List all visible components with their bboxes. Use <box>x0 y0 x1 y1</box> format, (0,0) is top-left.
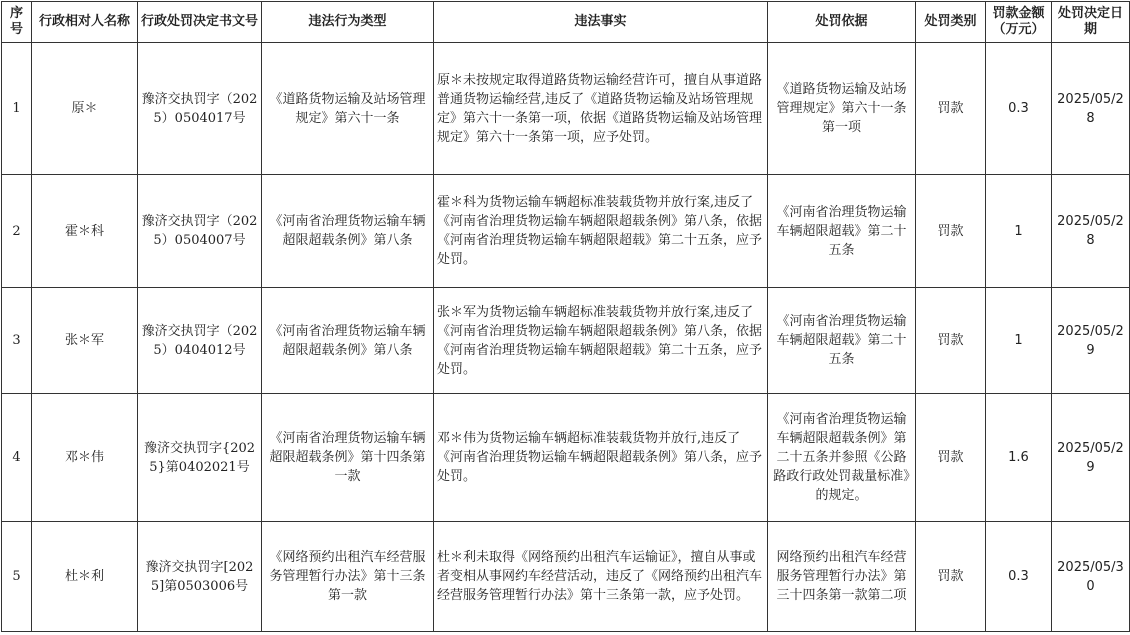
cell-seq: 5 <box>2 522 32 632</box>
cell-facts: 霍＊科为货物运输车辆超标准装载货物并放行案,违反了《河南省治理货物运输车辆超限超载条例》第八条，依据《河南省治理货物运输车辆超限超载》第二十五条，应予处罚。 <box>434 175 768 288</box>
cell-date: 2025/05/29 <box>1052 288 1130 394</box>
cell-seq: 2 <box>2 175 32 288</box>
cell-date: 2025/05/28 <box>1052 43 1130 175</box>
header-violation-type: 违法行为类型 <box>262 2 434 43</box>
table-row <box>2 43 1130 175</box>
cell-violation-type: 《道路货物运输及站场管理规定》第六十一条 <box>262 43 434 175</box>
cell-violation-type: 《网络预约出租汽车经营服务管理暂行办法》第十三条第一款 <box>262 522 434 632</box>
cell-facts: 张＊军为货物运输车辆超标准装载货物并放行案,违反了《河南省治理货物运输车辆超限超载条例》第八条，依据《河南省治理货物运输车辆超限超载》第二十五条，应予处罚。 <box>434 288 768 394</box>
cell-party: 张＊军 <box>32 288 138 394</box>
header-facts: 违法事实 <box>434 2 768 43</box>
cell-party: 霍＊科 <box>32 175 138 288</box>
header-category: 处罚类别 <box>916 2 986 43</box>
cell-facts: 原＊未按规定取得道路货物运输经营许可，擅自从事道路普通货物运输经营,违反了《道路货物运输及站场管理规定》第六十一条第一项，依据《道路货物运输及站场管理规定》第六十一条第一项，应予处罚。 <box>434 43 768 175</box>
cell-category: 罚款 <box>916 394 986 522</box>
table-row <box>2 522 1130 632</box>
cell-amount: 1.6 <box>986 394 1052 522</box>
cell-doc-no: 豫济交执罚字（2025）0404012号 <box>138 288 262 394</box>
header-seq: 序号 <box>2 2 32 43</box>
penalty-table <box>1 1 1130 632</box>
cell-party: 杜＊利 <box>32 522 138 632</box>
header-date: 处罚决定日期 <box>1052 2 1130 43</box>
cell-doc-no: 豫济交执罚字（2025）0504017号 <box>138 43 262 175</box>
table-row <box>2 394 1130 522</box>
cell-seq: 1 <box>2 43 32 175</box>
header-basis: 处罚依据 <box>768 2 916 43</box>
cell-category: 罚款 <box>916 522 986 632</box>
cell-basis: 《河南省治理货物运输车辆超限超载条例》第二十五条并参照《公路路政行政处罚裁量标准》的规定。 <box>768 394 916 522</box>
cell-category: 罚款 <box>916 288 986 394</box>
cell-doc-no: 豫济交执罚字[2025]第0503006号 <box>138 522 262 632</box>
cell-amount: 1 <box>986 288 1052 394</box>
header-amount: 罚款金额（万元） <box>986 2 1052 43</box>
cell-party: 原＊ <box>32 43 138 175</box>
cell-basis: 《道路货物运输及站场管理规定》第六十一条第一项 <box>768 43 916 175</box>
cell-seq: 4 <box>2 394 32 522</box>
cell-category: 罚款 <box>916 175 986 288</box>
cell-date: 2025/05/30 <box>1052 522 1130 632</box>
cell-category: 罚款 <box>916 43 986 175</box>
cell-doc-no: 豫济交执罚字{2025}第0402021号 <box>138 394 262 522</box>
cell-violation-type: 《河南省治理货物运输车辆超限超载条例》第十四条第一款 <box>262 394 434 522</box>
cell-facts: 邓＊伟为货物运输车辆超标准装载货物并放行,违反了《河南省治理货物运输车辆超限超载条例》第八条，应予处罚。 <box>434 394 768 522</box>
header-party: 行政相对人名称 <box>32 2 138 43</box>
cell-doc-no: 豫济交执罚字（2025）0504007号 <box>138 175 262 288</box>
table-row <box>2 175 1130 288</box>
cell-party: 邓＊伟 <box>32 394 138 522</box>
cell-amount: 1 <box>986 175 1052 288</box>
header-doc-no: 行政处罚决定书文号 <box>138 2 262 43</box>
cell-amount: 0.3 <box>986 522 1052 632</box>
header-row <box>2 2 1130 43</box>
cell-basis: 《河南省治理货物运输车辆超限超载》第二十五条 <box>768 288 916 394</box>
cell-seq: 3 <box>2 288 32 394</box>
cell-facts: 杜＊利未取得《网络预约出租汽车运输证》，擅自从事或者变相从事网约车经营活动，违反了《网络预约出租汽车经营服务管理暂行办法》第十三条第一款，应予处罚。 <box>434 522 768 632</box>
cell-basis: 网络预约出租汽车经营服务管理暂行办法》第三十四条第一款第二项 <box>768 522 916 632</box>
cell-date: 2025/05/29 <box>1052 394 1130 522</box>
cell-violation-type: 《河南省治理货物运输车辆超限超载条例》第八条 <box>262 288 434 394</box>
cell-date: 2025/05/28 <box>1052 175 1130 288</box>
cell-violation-type: 《河南省治理货物运输车辆超限超载条例》第八条 <box>262 175 434 288</box>
cell-amount: 0.3 <box>986 43 1052 175</box>
table-row <box>2 288 1130 394</box>
cell-basis: 《河南省治理货物运输车辆超限超载》第二十五条 <box>768 175 916 288</box>
